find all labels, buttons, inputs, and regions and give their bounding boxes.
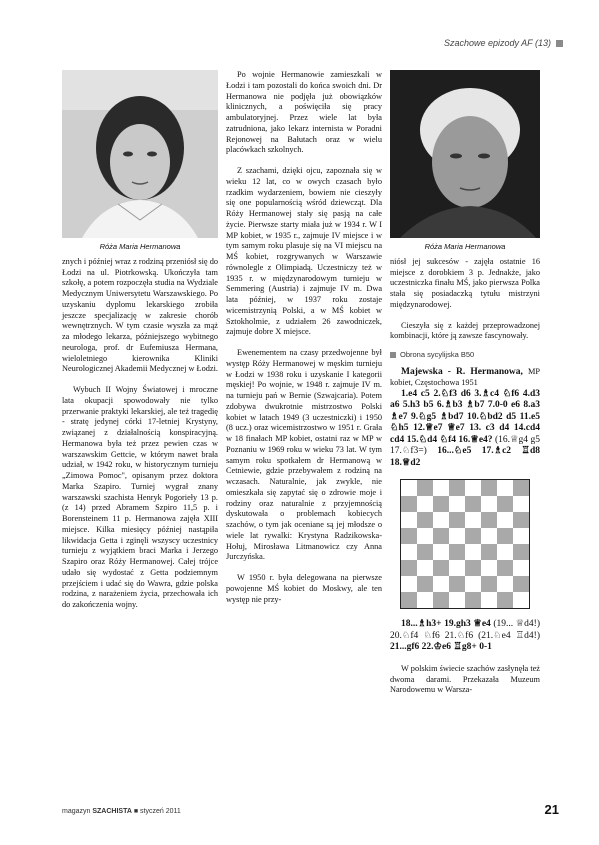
- paragraph: niósł jej sukcesów - zajęła ostatnie 16 miejsce z dorobkiem 3 p. Jednakże, jako uczestniczka finału MŚ, jako pierwsza Polka stała się posiadaczką tytułu mistrzyni międzynarodowej.: [390, 256, 540, 309]
- paragraph: Z szachami, dzięki ojcu, zapoznała się w wieku 12 lat, co w owych czasach było rzadkim wydarzeniem, bowiem nie cieszyły się one popularnością wśród dziewcząt. Dla Róży Hermanowej stały się pasją na całe życie. Pierwsze starty miała już w 1934 r. W I MP kobiet, w 1935 r., zajmuje IV miejsce i w tym samym roku plasuje się na VI miejscu na MŚ kobiet, rozgrywanych w Warszawie równolegle z Olimpiadą. Uczestniczy też w 1935 r. w międzynarodowym turnieju w Semmering (Austria) i zajmuje IV m. Dwa lata później, w 1937 roku zostaje wicemistrzynią Polski, a w MŚ kobiet w Sztokholmie, z udziałem 26 zawodniczek, zajmuje dobre X miejsce.: [226, 166, 382, 337]
- board-square: [481, 528, 497, 544]
- column-2: [226, 70, 382, 605]
- photo-caption-right: Róża Maria Hermanowa: [424, 242, 506, 251]
- board-square: [401, 480, 417, 496]
- paragraph: Po wojnie Hermanowie zamieszkali w Łodzi i tam pozostali do końca swoich dni. Dr Hermanowa nie podjęła już obowiązków klinicznych, a poświęciła się pracy ambulatoryjnej. Przez wiele lat była zatrudniona, jako lekarz internista w Poradni Rejonowej na Bałutach oraz w wielu placówkach szkolnych.: [226, 70, 382, 155]
- board-square: [465, 496, 481, 512]
- board-square: [497, 528, 513, 544]
- board-square: [513, 544, 529, 560]
- portrait-young-image: [62, 70, 218, 238]
- moves-note: (16.♕g4 g5 17.♘f3=): [390, 434, 540, 457]
- board-square: [497, 560, 513, 576]
- board-square: [513, 512, 529, 528]
- board-square: [513, 576, 529, 592]
- board-square: [465, 480, 481, 496]
- board-square: [513, 528, 529, 544]
- game-players: [390, 367, 540, 389]
- board-square: [433, 560, 449, 576]
- final-moves: 18...♗h3+ 19.gh3 ♕e4: [401, 619, 491, 630]
- board-square: [465, 576, 481, 592]
- board-square: [417, 496, 433, 512]
- board-square: [401, 576, 417, 592]
- column-3: [390, 70, 540, 696]
- page-number: 21: [544, 802, 559, 817]
- board-square: [497, 480, 513, 496]
- photo-young-hermanowa: [62, 70, 218, 238]
- board-square: [465, 544, 481, 560]
- footer-prefix: magazyn: [62, 808, 93, 815]
- chess-diagram: [400, 479, 530, 609]
- board-square: [481, 592, 497, 608]
- board-square: [401, 496, 417, 512]
- board-square: [449, 544, 465, 560]
- game-final-moves: [390, 619, 540, 654]
- opening-name: Obrona sycylijska B50: [400, 350, 475, 359]
- footer-magazine-name: SZACHISTA: [92, 808, 132, 815]
- board-square: [449, 512, 465, 528]
- board-square: [433, 480, 449, 496]
- board-square: [497, 576, 513, 592]
- board-square: [417, 592, 433, 608]
- board-square: [497, 496, 513, 512]
- photo-older-hermanowa: [390, 70, 540, 238]
- board-square: [513, 480, 529, 496]
- photo-caption-left: Róża Maria Hermanowa: [99, 242, 181, 251]
- board-square: [401, 512, 417, 528]
- board-square: [417, 512, 433, 528]
- board-square: [449, 560, 465, 576]
- board-square: [401, 560, 417, 576]
- board-square: [401, 544, 417, 560]
- footer-issue: styczeń 2011: [140, 808, 181, 815]
- board-square: [497, 544, 513, 560]
- board-square: [433, 496, 449, 512]
- board-square: [481, 560, 497, 576]
- board-square: [465, 560, 481, 576]
- board-square: [481, 512, 497, 528]
- board-square: [465, 592, 481, 608]
- board-square: [513, 592, 529, 608]
- board-square: [497, 592, 513, 608]
- board-square: [417, 560, 433, 576]
- section-title: Szachowe epizody AF (13): [443, 38, 551, 48]
- final-note: (19... ♕d4!) 20.♘f4 ♘f6 21.♘f6 (21.♘e4 ♖d4!): [390, 619, 540, 641]
- board-square: [401, 528, 417, 544]
- paragraph: znych i później wraz z rodziną przeniósł się do Łodzi na ul. Piotrkowską. Ukończyła tam szkołę, a potem rozpoczęła studia na Wydziale Medycznym Uniwersytetu Warszawskiego. Po uzyskaniu dyplomu lekarskiego zrobiła jeszcze specjalizację w zakresie chorób wewnętrznych. W tym czasie wyszła za mąż za młodego lekarza, późniejszego wybitnego neurologa, prof. dr Eufemiusza Hermana, wieloletniego kierownika Kliniki Neurologicznej Akademii Medycznej w Łodzi.: [62, 256, 218, 374]
- game-event: MP kobiet, Częstochowa 1951: [390, 366, 541, 387]
- board-square: [401, 592, 417, 608]
- board-square: [481, 480, 497, 496]
- game-moves: [390, 389, 540, 470]
- board-square: [481, 576, 497, 592]
- footer-separator-icon: ■: [133, 808, 139, 815]
- moves-continuation: 16...♘e5 17.♗c2 ♖d8 18.♕d2: [390, 446, 540, 468]
- board-square: [449, 576, 465, 592]
- board-square: [449, 592, 465, 608]
- board-square: [433, 592, 449, 608]
- board-square: [465, 512, 481, 528]
- board-square: [433, 544, 449, 560]
- board-square: [449, 480, 465, 496]
- board-square: [417, 544, 433, 560]
- paragraph: Ewenementem na czasy przedwojenne był występ Róży Hermanowej w męskim turnieju w Łodzi w 1938 roku i uzyskanie I kategorii męskiej! Po wojnie, w 1948 r. zajmuje IV m. na turnieju pań w Bernie (Szwajcaria). Potem zdobywa dwukrotnie mistrzostwo Polski kobiet w latach 1949 (3 uczestniczki) i 1950 (8 ucz.) oraz wicemistrzostwo w 1951 r. Grała w 18 finałach MP kobiet, ostatni raz w MP w Poznaniu w 1969 roku w wieku 73 lat. W tym samym roku spotkałem dr Hermanową w Cetniewie, gdzie przebywałem z rodziną na wczasach. Naturalnie, jak zwykle, nie omieszkała się zapytać się o zdrowie moje i rodziny oraz naturalnie z przyjemnością dyskutowała o problemach kobiecych szachów, o tym jak oceniane są jej młodsze o wiele lat rywalki: Krystyna Radzikowska-Hołuj, Mirosława Litmanowicz czy Anna Jurczyńska.: [226, 348, 382, 562]
- board-square: [465, 528, 481, 544]
- column-1: [62, 70, 218, 611]
- header-square-icon: [556, 40, 563, 47]
- board-square: [417, 480, 433, 496]
- footer-magazine: [62, 808, 181, 815]
- board-square: [481, 496, 497, 512]
- board-square: [513, 496, 529, 512]
- board-square: [513, 560, 529, 576]
- opening-square-icon: [390, 352, 396, 358]
- portrait-older-image: [390, 70, 540, 238]
- moves-main: 1.e4 c5 2.♘f3 d6 3.♗c4 ♘f6 4.d3 a6 5.h3 b5 6.♗b3 ♗b7 7.0-0 e6 8.a3 ♗e7 9.♘g5 ♗bd7 10.♘bd2 d5 11.e5 ♘h5 12.♕e7 ♕e7 13. c3 d4 14.cd4 cd4 15.♘d4 ♘f4 16.♕e4?: [390, 388, 540, 445]
- paragraph: Wybuch II Wojny Światowej i mroczne lata okupacji spowodowały nie tylko przerwanie praktyki lekarskiej, ale też tragedię - stratę jedynej córki 17-letniej Krystyny, związanej z działalnością konspiracyjną. Hermanowa była też przez pewien czas w warszawskim Gettcie, w którym nawet brała udział, w 1942 roku, w historycznym turnieju „Zimowa Pomoc", opisanym przez doktora Marka Szapiro. Turniej wygrał znany warszawski szachista Henryk Pogorieły 13 p. (z 14) przed Abramem Szpiro 11,5 p. i Borensteinem 11 p. Hermanowa zajęła XIII miejsce. Kilka miesięcy później nastąpiła likwidacja Getta i zginęli wszyscy uczestnicy turnieju z wyjątkiem braci Marka i Jerzego Szapiro oraz Róży Hermanowej. Całej trójce udało się wydostać z Getta podziemnym przejściem i udać się do Wawra, gdzie polska rodzina, z narażeniem życia, przechowała ich do zakończenia wojny.: [62, 385, 218, 609]
- board-square: [417, 576, 433, 592]
- paragraph: Cieszyła się z każdej przeprowadzonej kombinacji, które ją zawsze fascynowały.: [390, 320, 540, 341]
- paragraph: W 1950 r. była delegowana na pierwsze powojenne MŚ kobiet do Moskwy, ale ten występ nie przy-: [226, 573, 382, 604]
- board-square: [433, 528, 449, 544]
- paragraph: W polskim świecie szachów zasłynęła też dwoma darami. Przekazała Muzeum Narodowemu w Warsza-: [390, 663, 540, 695]
- board-square: [449, 528, 465, 544]
- players-text: Majewska - R. Hermanowa,: [401, 366, 523, 377]
- board-square: [497, 512, 513, 528]
- board-square: [433, 576, 449, 592]
- final-end: 21...gf6 22.♔e6 ♖g8+ 0-1: [390, 642, 492, 653]
- page-footer: [62, 801, 559, 815]
- board-square: [481, 544, 497, 560]
- board-square: [433, 512, 449, 528]
- board-square: [449, 496, 465, 512]
- opening-label: [390, 350, 540, 361]
- board-square: [417, 528, 433, 544]
- section-header: [444, 38, 563, 48]
